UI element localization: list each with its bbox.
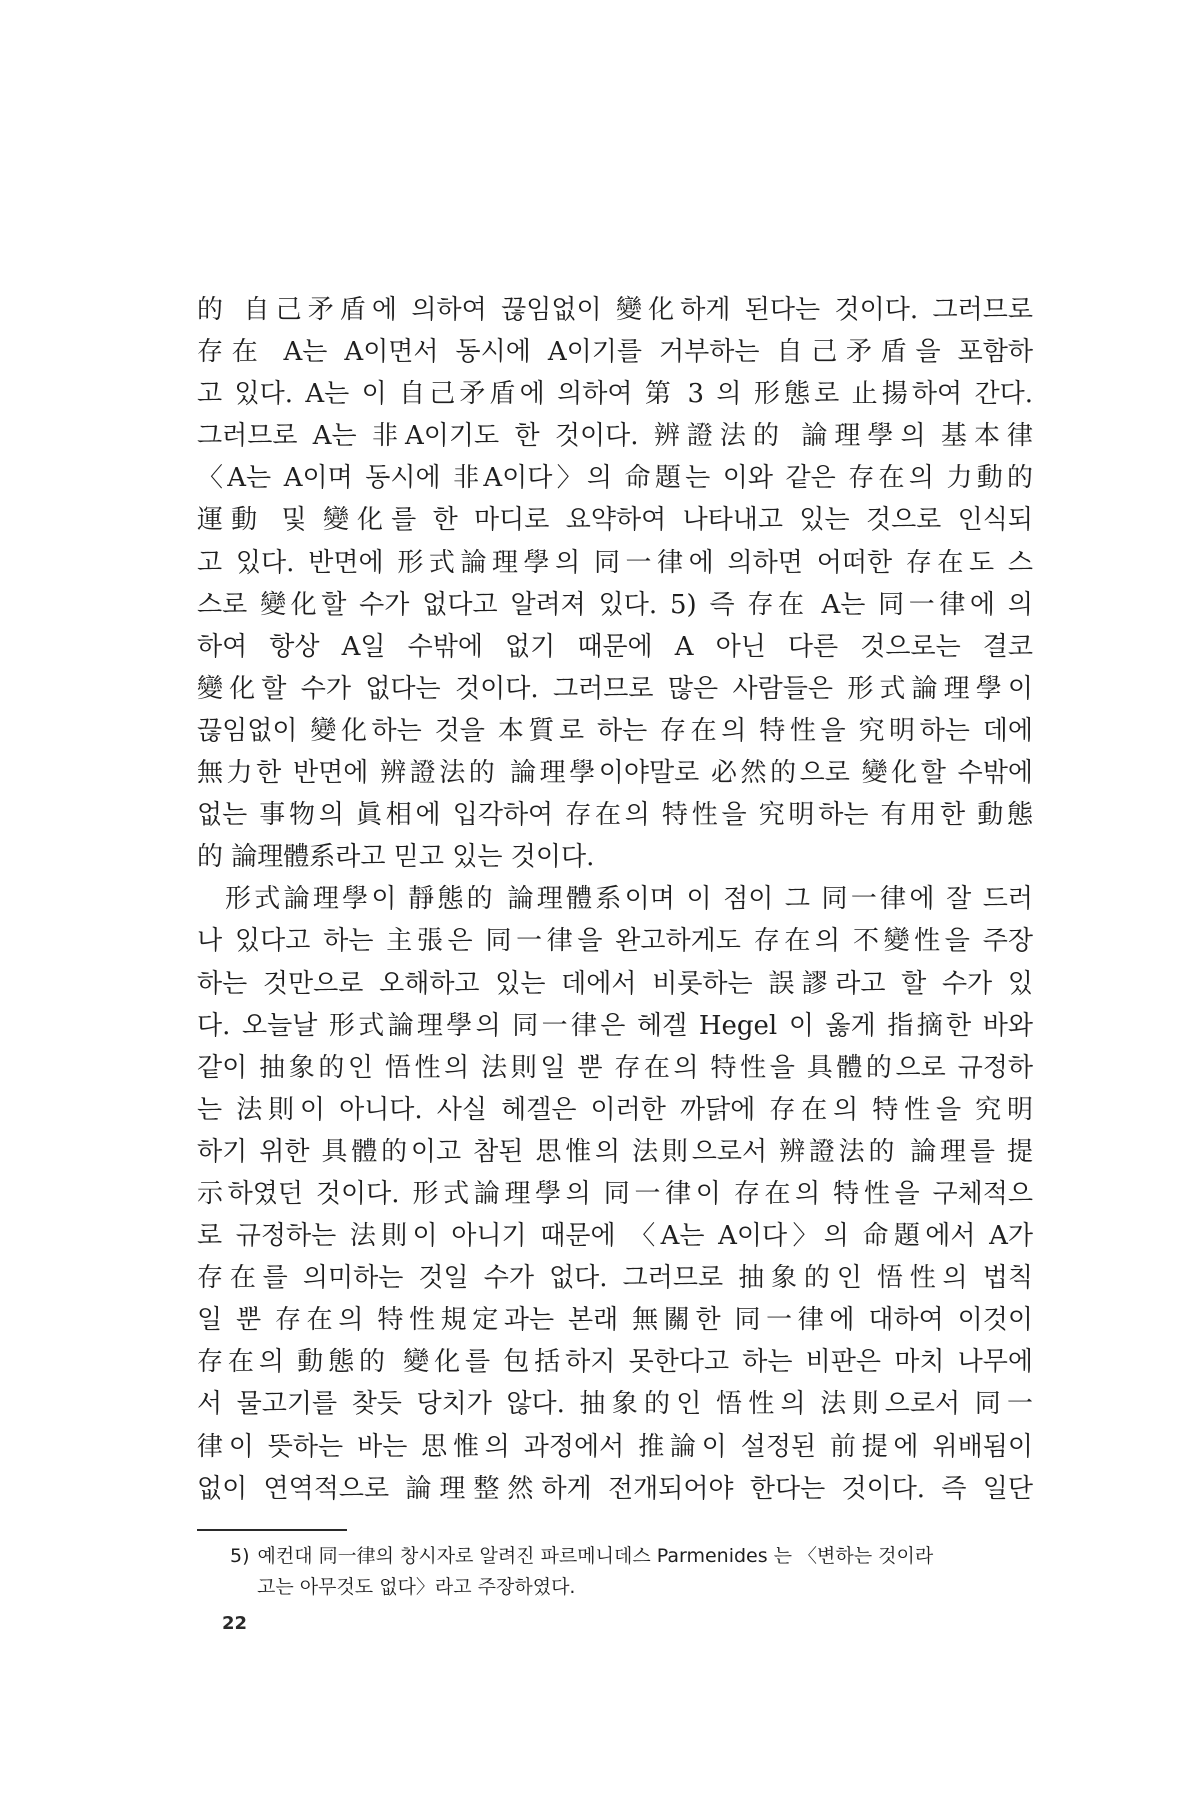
text-line: 끊임없이 變化하는 것을 本質로 하는 存在의 特性을 究明하는 데에 [197,715,1033,746]
text-line: 하여 항상 A일 수밖에 없기 때문에 A 아닌 다른 것으로는 결코 [197,631,1033,662]
footnote-divider [197,1529,347,1531]
text-line: 스로 變化할 수가 없다고 알려져 있다. 5) 즉 存在 A는 同一律에 의 [197,589,1033,620]
text-line: 하기 위한 具體的이고 참된 思惟의 法則으로서 辨證法的 論理를 提 [197,1136,1033,1167]
text-line: 다. 오늘날 形式論理學의 同一律은 헤겔 Hegel 이 옳게 指摘한 바와 [197,1010,1033,1041]
footnote-marker: 5) [230,1545,250,1567]
body-text [197,289,1033,1510]
text-line: 形式論理學이 靜態的 論理體系이며 이 점이 그 同一律에 잘 드러 [225,884,1033,915]
text-line: 고 있다. A는 이 自己矛盾에 의하여 第 3 의 形態로 止揚하여 간다. [197,379,1033,410]
text-line: 고 있다. 반면에 形式論理學의 同一律에 의하면 어떠한 存在도 스 [197,547,1033,578]
footnote [230,1541,1030,1603]
footnote-text: 예컨대 同一律의 창시자로 알려진 파르메니데스 Parmenides 는 〈변하는 것이라 [257,1545,934,1567]
text-line: 는 法則이 아니다. 사실 헤겔은 이러한 까닭에 存在의 特性을 究明 [197,1094,1033,1125]
text-line: 運動 및 變化를 한 마디로 요약하여 나타내고 있는 것으로 인식되 [197,505,1033,536]
footnote-first-line [230,1541,1030,1572]
text-line: 存在 A는 A이면서 동시에 A이기를 거부하는 自己矛盾을 포함하 [197,337,1033,368]
text-line: 하는 것만으로 오해하고 있는 데에서 비롯하는 誤謬라고 할 수가 있 [197,968,1033,999]
text-line: 〈A는 A이며 동시에 非A이다〉의 命題는 이와 같은 存在의 力動的 [197,463,1033,494]
text-line: 變化할 수가 없다는 것이다. 그러므로 많은 사람들은 形式論理學이 [197,673,1033,704]
text-line: 律이 뜻하는 바는 思惟의 과정에서 推論이 설정된 前提에 위배됨이 [197,1431,1033,1462]
text-line: 的 自己矛盾에 의하여 끊임없이 變化하게 된다는 것이다. 그러므로 [197,295,1033,325]
text-line: 서 물고기를 찾듯 당치가 않다. 抽象的인 悟性의 法則으로서 同一 [197,1389,1033,1420]
text-line: 無力한 반면에 辨證法的 論理學이야말로 必然的으로 變化할 수밖에 [197,758,1033,789]
text-line: 그러므로 A는 非A이기도 한 것이다. 辨證法的 論理學의 基本律 [197,421,1033,452]
text-line: 일 뿐 存在의 特性規定과는 본래 無關한 同一律에 대하여 이것이 [197,1305,1033,1336]
text-line: 存在의 動態的 變化를 包括하지 못한다고 하는 비판은 마치 나무에 [197,1347,1033,1378]
text-line: 로 규정하는 法則이 아니기 때문에 〈A는 A이다〉의 命題에서 A가 [197,1221,1033,1252]
text-line: 示하였던 것이다. 形式論理學의 同一律이 存在의 特性을 구체적으 [197,1178,1033,1209]
page-number: 22 [222,1613,248,1634]
text-line: 存在를 의미하는 것일 수가 없다. 그러므로 抽象的인 悟性의 법칙 [197,1263,1033,1294]
text-line: 的 論理體系라고 믿고 있는 것이다. [197,842,595,873]
text-line: 없는 事物의 眞相에 입각하여 存在의 特性을 究明하는 有用한 動態 [197,800,1033,831]
text-line: 같이 抽象的인 悟性의 法則일 뿐 存在의 特性을 具體的으로 규정하 [197,1052,1033,1083]
footnote-continuation: 고는 아무것도 없다〉라고 주장하였다. [257,1576,576,1598]
text-line: 없이 연역적으로 論理整然하게 전개되어야 한다는 것이다. 즉 일단 [197,1473,1033,1504]
text-line: 나 있다고 하는 主張은 同一律을 완고하게도 存在의 不變性을 주장 [197,926,1033,957]
